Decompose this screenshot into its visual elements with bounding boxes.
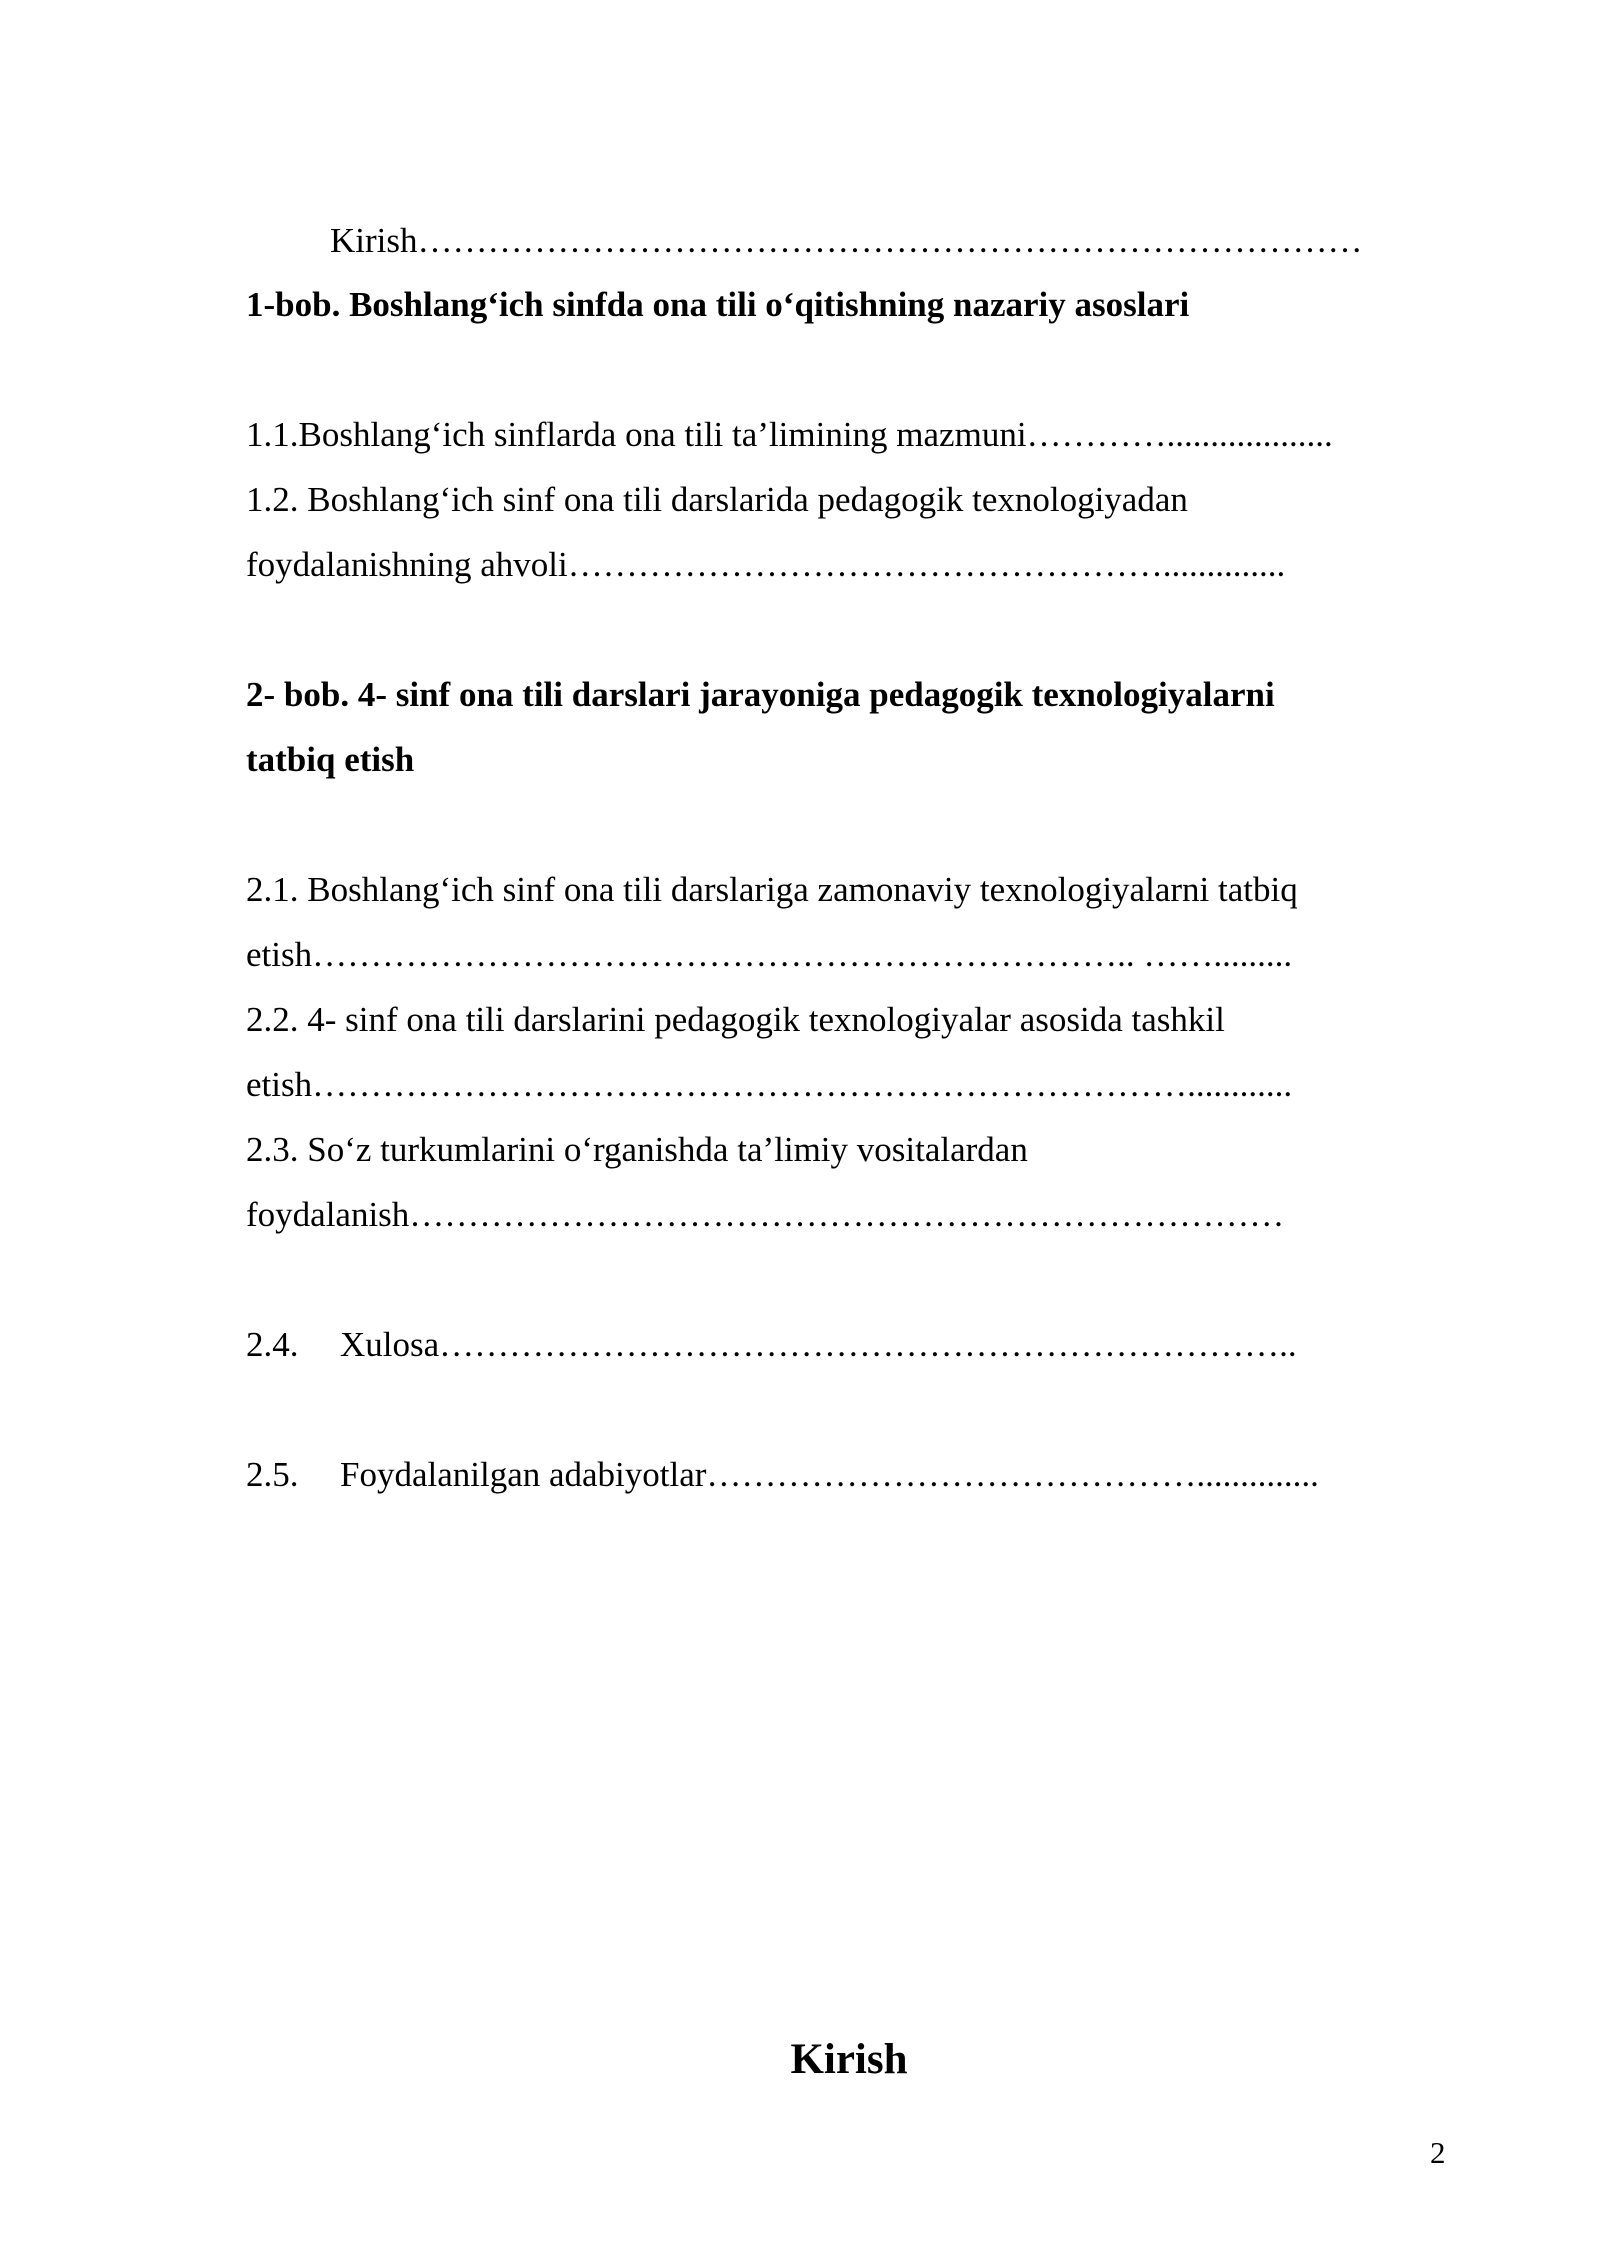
toc-section-1-1: 1.1.Boshlang‘ich sinflarda ona tili ta’limining mazmuni…………................... <box>246 415 1333 454</box>
page-number: 2 <box>1430 2135 1446 2170</box>
toc-section-2-5-text: Foydalanilgan adabiyotlar…………………………………….............. <box>340 1455 1319 1494</box>
toc-section-2-5-number: 2.5. <box>246 1455 299 1494</box>
toc-section-2-5 <box>246 1453 1319 1497</box>
toc-section-2-3-line2: foydalanish………………………………………………………………… <box>246 1195 1285 1234</box>
toc-intro: Kirish……………………………………………………………………… <box>330 221 1363 260</box>
toc-section-2-1-line2: etish…………………………………………………………….. ……......... <box>246 935 1293 974</box>
toc-section-2-3-line1: 2.3. So‘z turkumlarini o‘rganishda ta’limiy vositalardan <box>246 1130 1028 1169</box>
toc-section-2-1-line1: 2.1. Boshlang‘ich sinf ona tili darslariga zamonaviy texnologiyalarni tatbiq <box>246 870 1298 909</box>
toc-section-2-4-text: Xulosa……………………………………………………………….. <box>340 1325 1297 1364</box>
toc-chapter-2-title-line1: 2- bob. 4- sinf ona tili darslari jarayoniga pedagogik texnologiyalarni <box>246 675 1275 714</box>
section-heading: Kirish <box>790 2036 908 2083</box>
toc-section-2-2-line1: 2.2. 4- sinf ona tili darslarini pedagogik texnologiyalar asosida tashkil <box>246 1000 1225 1039</box>
toc-section-1-2-line1: 1.2. Boshlang‘ich sinf ona tili darslarida pedagogik texnologiyadan <box>246 480 1188 519</box>
toc-chapter-2-title-line2: tatbiq etish <box>246 740 415 779</box>
toc-section-1-2-line2: foydalanishning ahvoli…………………………………………….............. <box>246 545 1286 584</box>
toc-section-2-2-line2: etish…………………………………………………………………............ <box>246 1065 1293 1104</box>
toc-section-2-4-number: 2.4. <box>246 1325 299 1364</box>
toc-section-2-4 <box>246 1323 1297 1367</box>
toc-chapter-1-title: 1-bob. Boshlang‘ich sinfda ona tili o‘qitishning nazariy asoslari <box>246 285 1190 324</box>
